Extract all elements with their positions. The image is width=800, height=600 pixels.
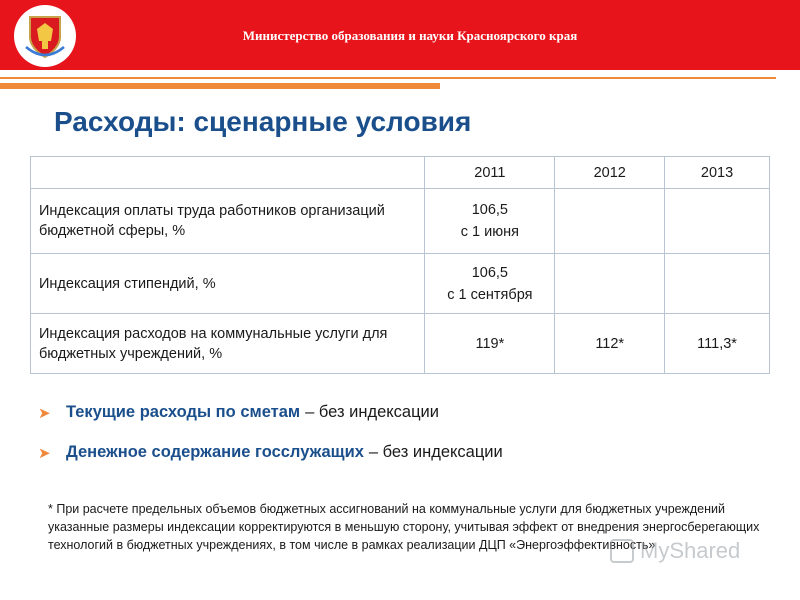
watermark-logo-icon [610, 539, 634, 563]
watermark [610, 538, 740, 564]
table-row [31, 254, 770, 314]
cell-2012 [555, 189, 665, 254]
cell-value: 106,5 [471, 202, 508, 218]
page-title: Расходы: сценарные условия [54, 106, 472, 137]
header-bar [0, 0, 800, 70]
bullet-text: – без индексации [305, 403, 439, 421]
table-header-empty [31, 157, 425, 189]
bullet-bold-text: Денежное содержание госслужащих [66, 443, 364, 461]
bullet-item [38, 443, 503, 462]
orange-divider-line [0, 77, 776, 79]
bullet-bold-text: Текущие расходы по сметам [66, 403, 301, 421]
arrow-bullet-icon: ➤ [38, 444, 51, 462]
table-row [31, 189, 770, 254]
table-row [31, 314, 770, 374]
watermark-text: MyShared [640, 538, 741, 563]
table-header-2013: 2013 [665, 157, 770, 189]
bullet-item [38, 403, 439, 422]
row-label: Индексация расходов на коммунальные услуги для бюджетных учреждений, % [31, 314, 425, 374]
ministry-name: Министерство образования и науки Красноярского края [242, 28, 578, 43]
cell-2013 [665, 189, 770, 254]
krasnoyarsk-emblem-icon [14, 5, 76, 67]
cell-note: с 1 июня [460, 224, 519, 240]
cell-note: с 1 сентября [447, 286, 533, 303]
table-header-row [31, 157, 770, 189]
row-label: Индексация стипендий, % [31, 254, 425, 314]
cell-value: 106,5 [471, 264, 508, 281]
table-header-2011: 2011 [425, 157, 555, 189]
cell-2011 [425, 254, 555, 314]
table-header-2012: 2012 [555, 157, 665, 189]
cell-2012 [555, 254, 665, 314]
cell-2011: 119* [425, 314, 555, 374]
cell-2011 [425, 189, 555, 254]
scenario-table [30, 156, 770, 374]
footnote: * При расчете предельных объемов бюджетных ассигнований на коммунальные услуги для бюджетных учреждений указанные размеры индексации корректируются в меньшую сторону, учитывая эффект от внедрения энергосберегающих технологий в бюджетных учреждениях, в том числе в рамках реализации ДЦП «Энергоэффективность» [48, 502, 760, 552]
cell-2012: 112* [555, 314, 665, 374]
row-label: Индексация оплаты труда работников организаций бюджетной сферы, % [31, 189, 425, 254]
orange-accent-bar [0, 83, 440, 89]
arrow-bullet-icon: ➤ [38, 404, 51, 422]
cell-2013 [665, 254, 770, 314]
cell-2013: 111,3* [665, 314, 770, 374]
bullet-text: – без индексации [368, 443, 503, 461]
